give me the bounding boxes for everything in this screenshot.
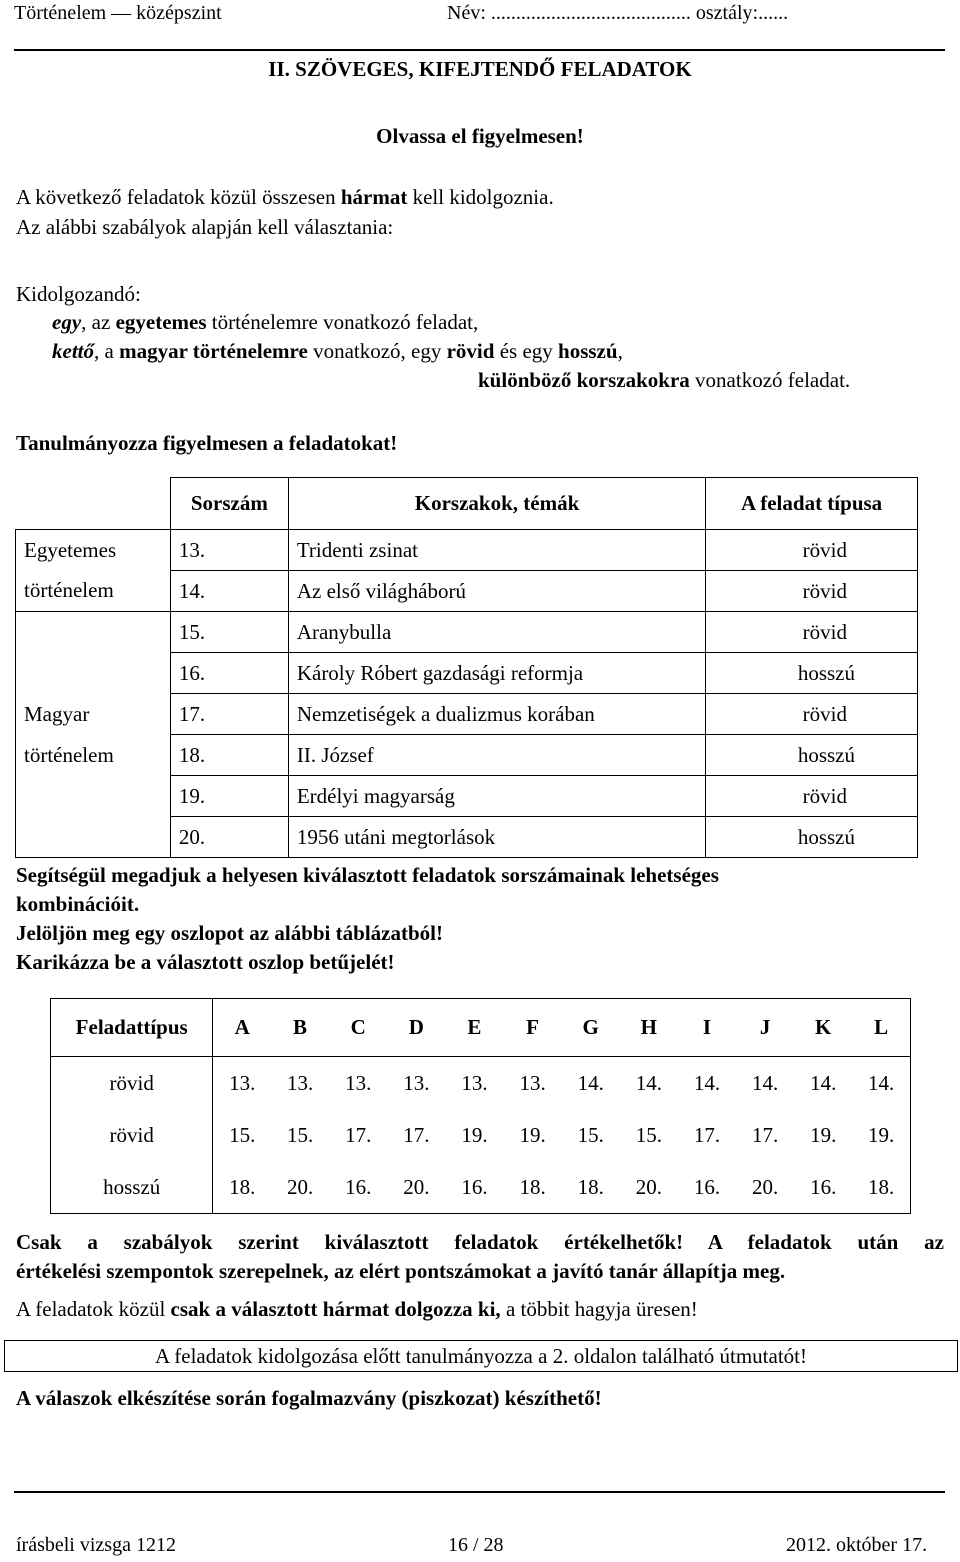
help-line-3: Jelöljön meg egy oszlopot az alábbi táblázatból! — [16, 921, 443, 945]
header-name-class: Név: ........................................ osztály:...... — [447, 2, 789, 24]
col-header-number: Sorszám — [170, 478, 288, 530]
study-instruction: Tanulmányozza figyelmesen a feladatokat! — [16, 431, 398, 455]
table-row: történelem 18. II. József hosszú — [16, 735, 918, 776]
combo-column-a[interactable]: A — [213, 999, 271, 1057]
combo-header-type: Feladattípus — [51, 999, 213, 1057]
combo-column-h[interactable]: H — [620, 999, 678, 1057]
table-row: hosszú 18. 20. 16. 20. 16. 18. 18. 20. 16. 20. 16. 18. — [51, 1161, 911, 1214]
intro-line-3: Kidolgozandó: — [16, 282, 141, 306]
rule-different-periods: különböző korszakokra vonatkozó feladat. — [478, 368, 851, 392]
help-line-1: Segítségül megadjuk a helyesen kiválasztott feladatok sorszámainak lehetséges — [16, 863, 719, 887]
table-row: 19. Erdélyi magyarság rövid — [16, 776, 918, 817]
combo-column-c[interactable]: C — [329, 999, 387, 1057]
col-header-topic: Korszakok, témák — [288, 478, 705, 530]
footer-exam: írásbeli vizsga 1212 — [16, 1534, 176, 1556]
note-draft: A válaszok elkészítése során fogalmazvány (piszkozat) készíthető! — [16, 1386, 602, 1410]
combo-column-e[interactable]: E — [445, 999, 503, 1057]
help-line-4: Karikázza be a választott oszlop betűjelét! — [16, 950, 395, 974]
header-subject: Történelem — középszint — [14, 2, 222, 24]
note-only-chosen: A feladatok közül csak a választott hármat dolgozza ki, a többit hagyja üresen! — [16, 1297, 698, 1321]
task-table — [15, 477, 918, 858]
combo-column-f[interactable]: F — [504, 999, 562, 1057]
group-hungarian-1: Magyar — [16, 694, 171, 735]
table-row: történelem 14. Az első világháború rövid — [16, 571, 918, 612]
table-row: rövid 15. 15. 17. 17. 19. 19. 15. 15. 17. 17. 19. 19. — [51, 1109, 911, 1161]
read-carefully: Olvassa el figyelmesen! — [376, 124, 584, 148]
intro-line-1: A következő feladatok közül összesen hármat kell kidolgoznia. — [16, 185, 554, 209]
combo-column-d[interactable]: D — [387, 999, 445, 1057]
combo-column-k[interactable]: K — [794, 999, 852, 1057]
group-universal-2: történelem — [16, 571, 171, 612]
guide-reminder-box: A feladatok kidolgozása előtt tanulmányozza a 2. oldalon található útmutatót! — [4, 1340, 958, 1372]
footer-date: 2012. október 17. — [786, 1534, 928, 1556]
col-header-type: A feladat típusa — [706, 478, 918, 530]
intro-line-2: Az alábbi szabályok alapján kell választania: — [16, 215, 394, 239]
combo-column-l[interactable]: L — [852, 999, 910, 1057]
footer-rule — [14, 1491, 945, 1493]
combo-column-b[interactable]: B — [271, 999, 329, 1057]
rule-hungarian: kettő, a magyar történelemre vonatkozó, egy rövid és egy hosszú, — [52, 339, 623, 363]
table-row: 16. Károly Róbert gazdasági reformja hosszú — [16, 653, 918, 694]
table-row: Egyetemes 13. Tridenti zsinat rövid — [16, 530, 918, 571]
combo-column-g[interactable]: G — [562, 999, 620, 1057]
rule-universal: egy, az egyetemes történelemre vonatkozó feladat, — [52, 310, 479, 334]
section-title: II. SZÖVEGES, KIFEJTENDŐ FELADATOK — [268, 57, 692, 81]
combination-table — [50, 998, 911, 1214]
combo-column-i[interactable]: I — [678, 999, 736, 1057]
note-evaluation-line-2: értékelési szempontok szerepelnek, az elért pontszámokat a javító tanár állapítja meg. — [16, 1259, 786, 1283]
page-number: 16 / 28 — [448, 1534, 504, 1556]
table-row: 20. 1956 utáni megtorlások hosszú — [16, 817, 918, 858]
help-line-2: kombinációit. — [16, 892, 140, 916]
combo-column-j[interactable]: J — [736, 999, 794, 1057]
group-hungarian-2: történelem — [16, 735, 171, 776]
table-row: Magyar 17. Nemzetiségek a dualizmus korában rövid — [16, 694, 918, 735]
group-universal-1: Egyetemes — [16, 530, 171, 571]
table-row: rövid 13. 13. 13. 13. 13. 13. 14. 14. 14. 14. 14. 14. — [51, 1057, 911, 1110]
header-rule — [14, 49, 945, 51]
note-evaluation-line-1: Csak a szabályok szerint kiválasztott feladatok értékelhetők! A feladatok után az — [16, 1230, 944, 1254]
table-row: 15. Aranybulla rövid — [16, 612, 918, 653]
